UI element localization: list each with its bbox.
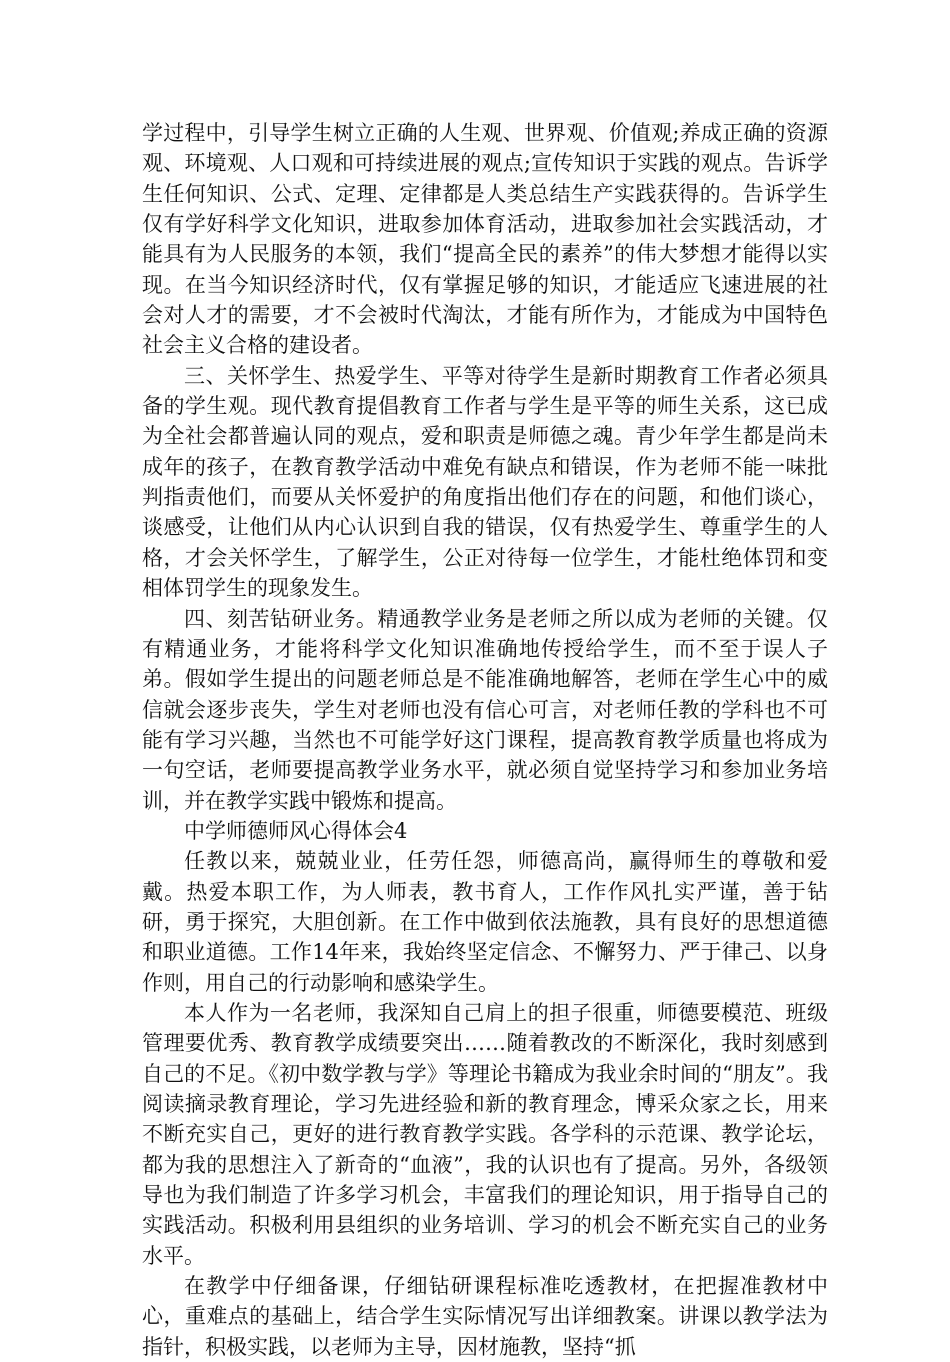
paragraph-as-teacher: 本人作为一名老师，我深知自己肩上的担子很重，师德要模范、班级管理要优秀、教育教学成绩要突出……随着教改的不断深化，我时刻感到自己的不足。《初中数学教与学》等理论书籍成为我业余时间的“朋友”。我阅读摘录教育理论，学习先进经验和新的教育理念，博采众家之长，用来不断充实自己，更好的进行教育教学实践。各学科的示范课、教学论坛，都为我的思想注入了新奇的“血液”，我的认识也有了提高。另外，各级领导也为我们制造了许多学习机会，丰富我们的理论知识，用于指导自己的实践活动。积极利用县组织的业务培训、学习的机会不断充实自己的业务水平。 (142, 1000, 828, 1268)
paragraph-teaching-since: 任教以来，兢兢业业，任劳任怨，师德高尚，赢得师生的尊敬和爱戴。热爱本职工作，为人师表，教书育人，工作作风扎实严谨，善于钻研，勇于探究，大胆创新。在工作中做到依法施教，具有良好的思想道德和职业道德。工作14年来，我始终坚定信念、不懈努力、严于律己、以身作则，用自己的行动影响和感染学生。 (142, 849, 828, 995)
section-heading: 中学师德师风心得体会4 (184, 818, 408, 843)
paragraph-section-four: 四、刻苦钻研业务。精通教学业务是老师之所以成为老师的关键。仅有精通业务，才能将科学文化知识准确地传授给学生，而不至于误人子弟。假如学生提出的问题老师总是不能准确地解答，老师在学生心中的威信就会逐步丧失，学生对老师也没有信心可言，对老师任教的学科也不可能有学习兴趣，当然也不可能学好这门课程，提高教育教学质量也将成为一句空话，老师要提高教学业务水平，就必须自觉坚持学习和参加业务培训，并在教学实践中锻炼和提高。 (142, 606, 828, 813)
paragraph-continuation: 学过程中，引导学生树立正确的人生观、世界观、价值观;养成正确的资源观、环境观、人口观和可持续进展的观点;宣传知识于实践的观点。告诉学生任何知识、公式、定理、定律都是人类总结生产实践获得的。告诉学生仅有学好科学文化知识，进取参加体育活动，进取参加社会实践活动，才能具有为人民服务的本领，我们“提高全民的素养”的伟大梦想才能得以实现。在当今知识经济时代，仅有掌握足够的知识，才能适应飞速进展的社会对人才的需要，才不会被时代淘汰，才能有所作为，才能成为中国特色社会主义合格的建设者。 (142, 121, 828, 358)
paragraph-lesson-prep: 在教学中仔细备课，仔细钻研课程标准吃透教材，在把握准教材中心，重难点的基础上，结合学生实际情况写出详细教案。讲课以教学法为指针，积极实践，以老师为主导，因材施教，坚持“抓 (142, 1274, 828, 1359)
paragraph-section-three: 三、关怀学生、热爱学生、平等对待学生是新时期教育工作者必须具备的学生观。现代教育提倡教育工作者与学生是平等的师生关系，这已成为全社会都普遍认同的观点，爱和职责是师德之魂。青少年学生都是尚未成年的孩子，在教育教学活动中难免有缺点和错误，作为老师不能一味批判指责他们，而要从关怀爱护的角度指出他们存在的问题，和他们谈心，谈感受，让他们从内心认识到自我的错误，仅有热爱学生、尊重学生的人格，才会关怀学生，了解学生，公正对待每一位学生，才能杜绝体罚和变相体罚学生的现象发生。 (142, 363, 828, 601)
document-page (142, 118, 828, 1362)
